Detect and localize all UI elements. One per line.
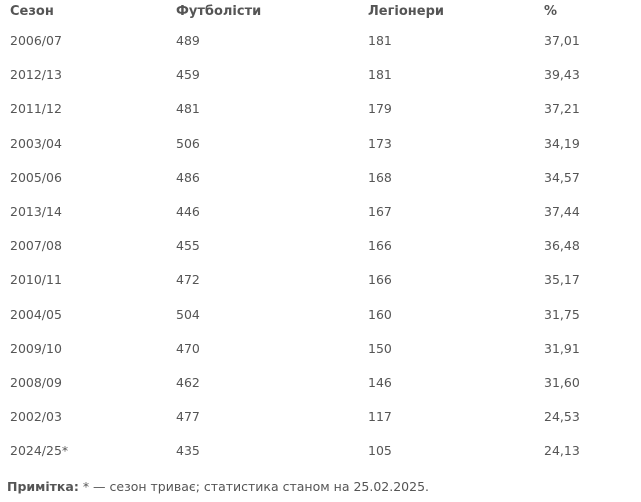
cell-season: 2008/09: [10, 374, 62, 390]
cell-legionnaires: 179: [368, 101, 392, 117]
cell-season: 2005/06: [10, 169, 62, 185]
cell-percent: 37,01: [544, 33, 580, 49]
table-row: [0, 400, 641, 434]
cell-season: 2007/08: [10, 238, 62, 254]
table-row: [0, 127, 641, 161]
cell-legionnaires: 166: [368, 238, 392, 254]
table-row: [0, 58, 641, 92]
header-legionnaires: Легіонери: [368, 4, 445, 19]
table-row: [0, 366, 641, 400]
cell-players: 486: [176, 169, 200, 185]
cell-players: 506: [176, 135, 200, 151]
table-row: [0, 195, 641, 229]
cell-percent: 39,43: [544, 67, 580, 83]
header-percent: %: [544, 4, 558, 19]
cell-players: 504: [176, 306, 200, 322]
cell-players: 477: [176, 409, 200, 425]
table-row: [0, 263, 641, 297]
cell-percent: 24,53: [544, 409, 580, 425]
cell-season: 2006/07: [10, 33, 62, 49]
cell-percent: 34,57: [544, 169, 580, 185]
cell-players: 462: [176, 374, 200, 390]
cell-players: 472: [176, 272, 200, 288]
cell-legionnaires: 173: [368, 135, 392, 151]
table-header-row: [0, 0, 641, 24]
cell-legionnaires: 146: [368, 374, 392, 390]
cell-players: 459: [176, 67, 200, 83]
cell-percent: 31,60: [544, 374, 580, 390]
cell-season: 2010/11: [10, 272, 62, 288]
cell-legionnaires: 105: [368, 443, 392, 459]
cell-legionnaires: 150: [368, 340, 392, 356]
cell-legionnaires: 117: [368, 409, 392, 425]
table-row: [0, 434, 641, 468]
table-row: [0, 229, 641, 263]
table-row: [0, 298, 641, 332]
cell-season: 2002/03: [10, 409, 62, 425]
table-row: [0, 332, 641, 366]
cell-percent: 24,13: [544, 443, 580, 459]
cell-players: 435: [176, 443, 200, 459]
table-footnote: [7, 479, 429, 494]
cell-percent: 34,19: [544, 135, 580, 151]
footnote-label: Примітка:: [7, 479, 79, 494]
footnote-text: * — сезон триває; статистика станом на 25.02.2025.: [78, 479, 429, 494]
cell-legionnaires: 167: [368, 204, 392, 220]
cell-players: 481: [176, 101, 200, 117]
cell-season: 2024/25*: [10, 443, 69, 459]
table-row: [0, 92, 641, 126]
cell-players: 489: [176, 33, 200, 49]
table-row: [0, 24, 641, 58]
header-players: Футболісти: [176, 4, 262, 19]
cell-percent: 31,75: [544, 306, 580, 322]
cell-season: 2009/10: [10, 340, 62, 356]
table-row: [0, 161, 641, 195]
cell-legionnaires: 166: [368, 272, 392, 288]
cell-legionnaires: 181: [368, 33, 392, 49]
cell-legionnaires: 181: [368, 67, 392, 83]
cell-season: 2004/05: [10, 306, 62, 322]
cell-players: 470: [176, 340, 200, 356]
cell-season: 2013/14: [10, 204, 62, 220]
cell-season: 2011/12: [10, 101, 62, 117]
cell-legionnaires: 168: [368, 169, 392, 185]
cell-percent: 37,44: [544, 204, 580, 220]
cell-season: 2012/13: [10, 67, 62, 83]
cell-season: 2003/04: [10, 135, 62, 151]
cell-percent: 31,91: [544, 340, 580, 356]
cell-players: 455: [176, 238, 200, 254]
cell-percent: 36,48: [544, 238, 580, 254]
header-season: Сезон: [10, 4, 54, 19]
cell-legionnaires: 160: [368, 306, 392, 322]
cell-percent: 35,17: [544, 272, 580, 288]
cell-players: 446: [176, 204, 200, 220]
cell-percent: 37,21: [544, 101, 580, 117]
